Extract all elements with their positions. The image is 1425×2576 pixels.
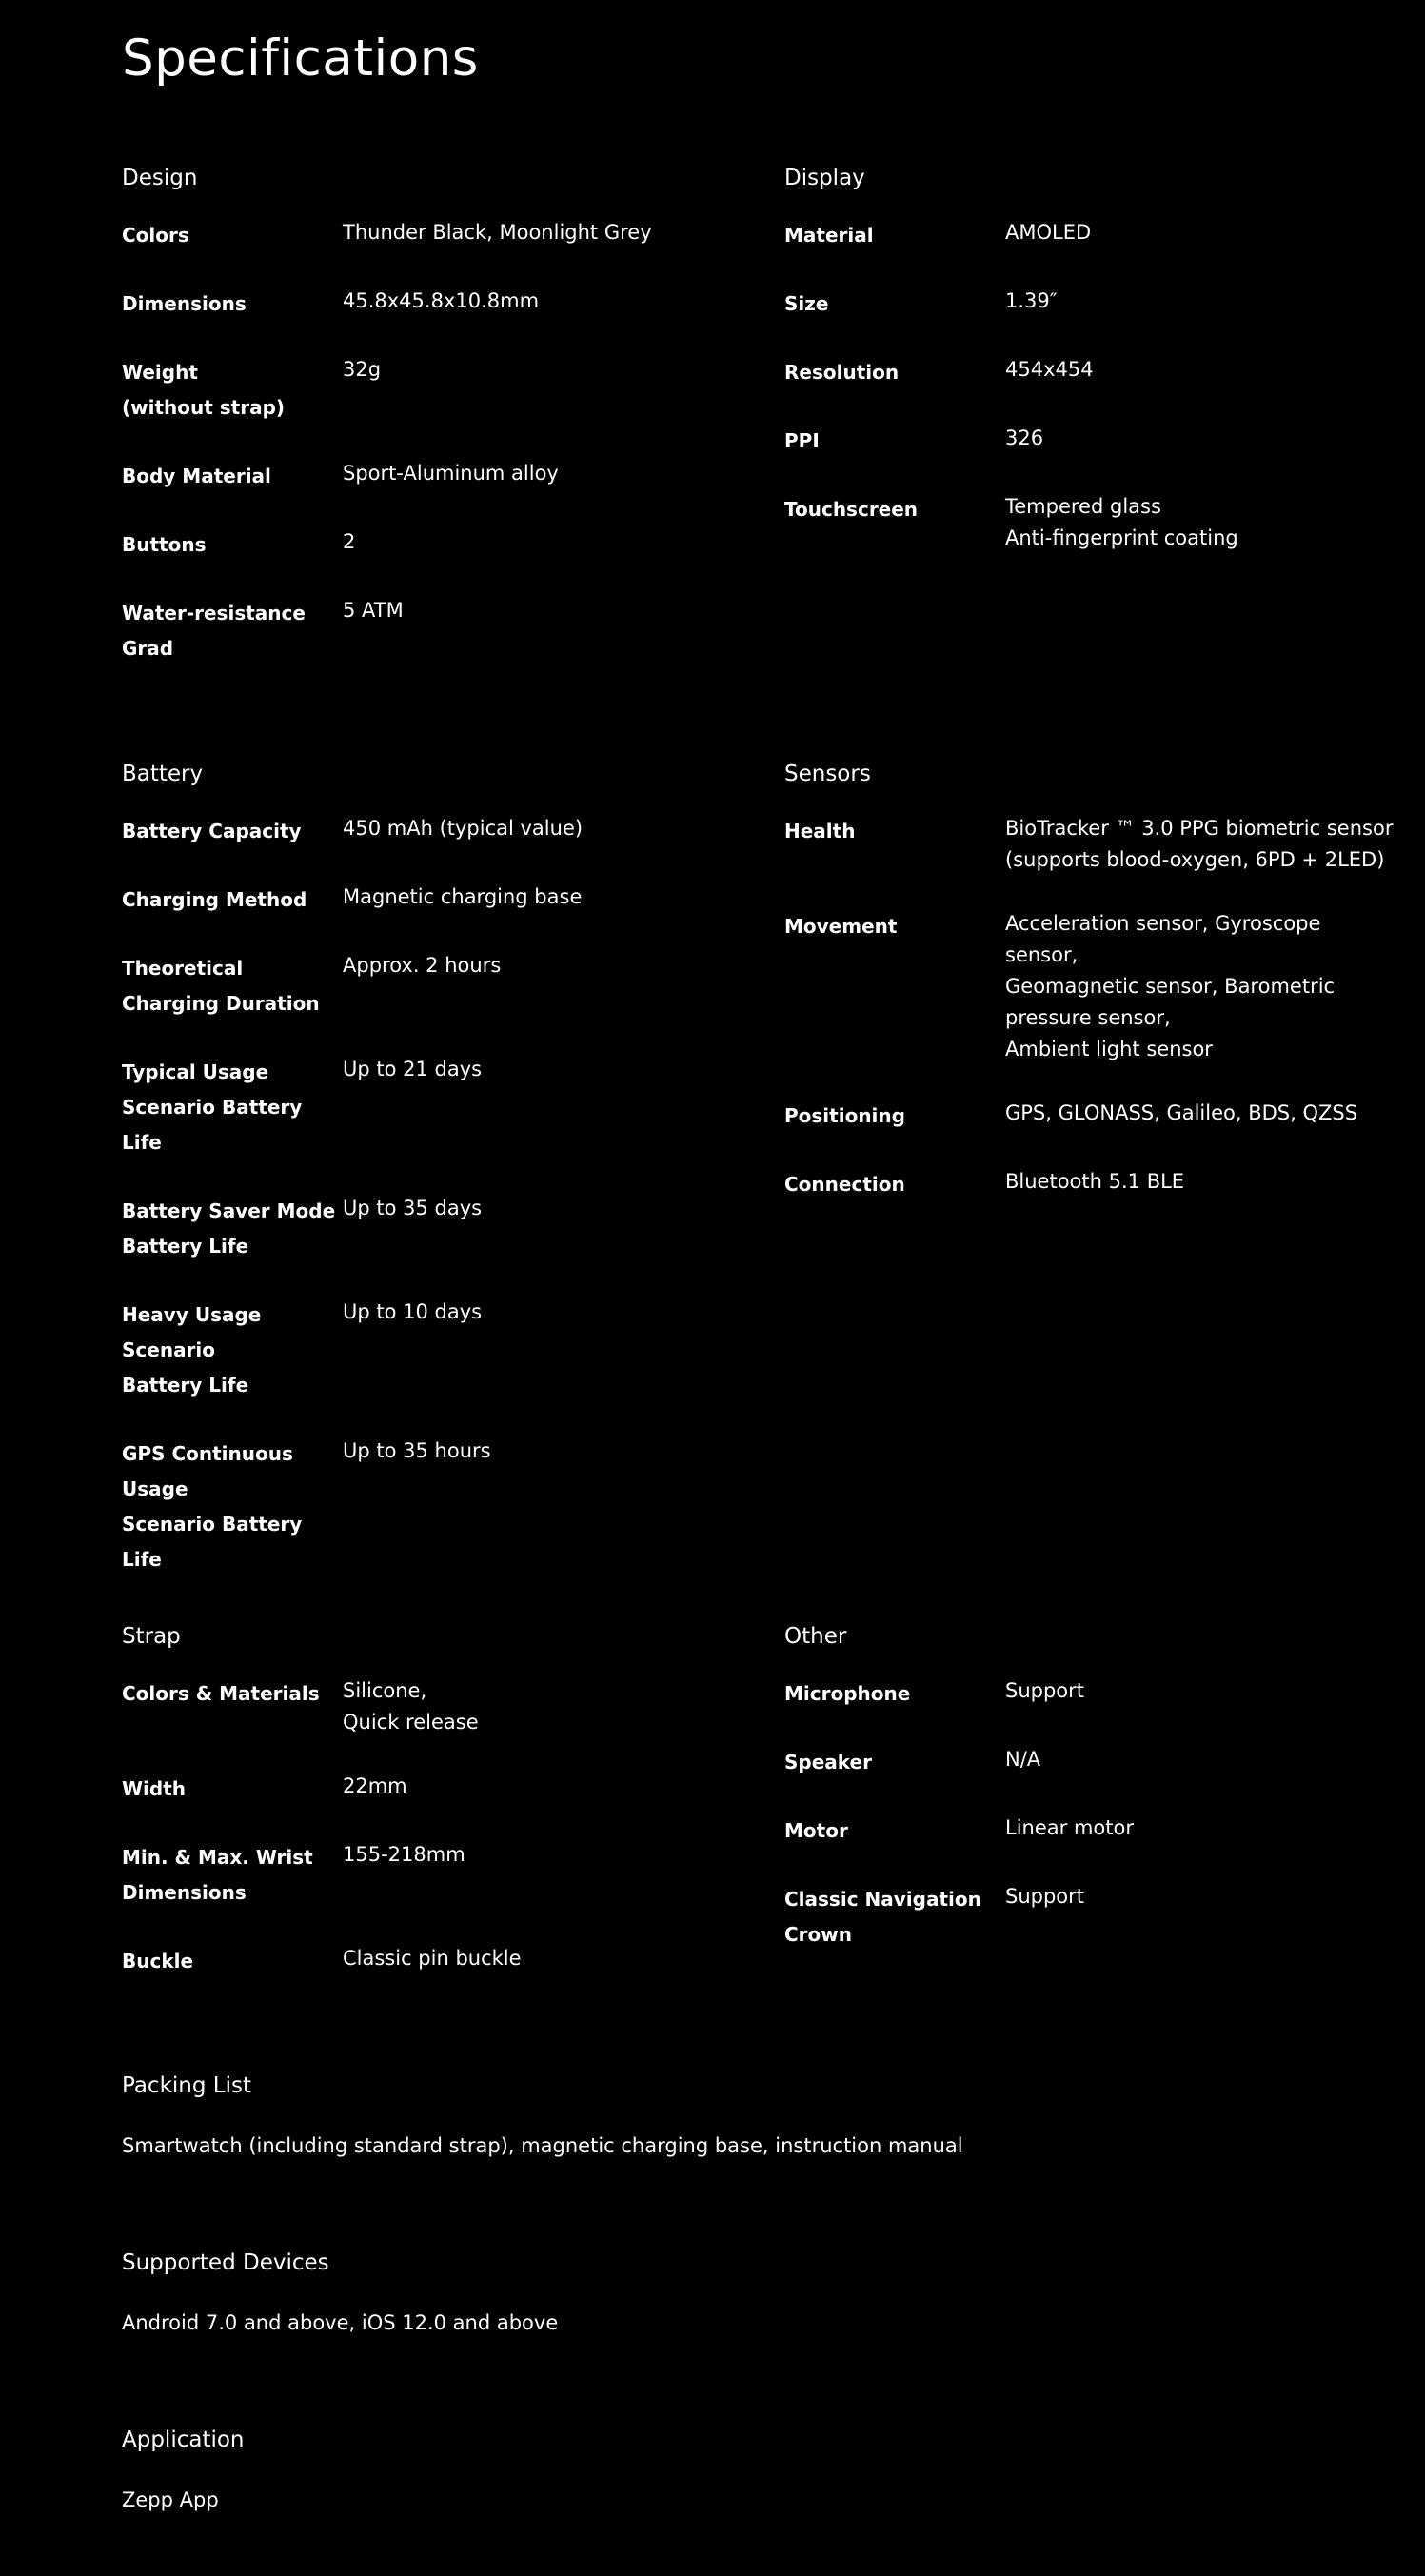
spec-label: Size: [784, 292, 829, 315]
spec-label: Charging Method: [122, 888, 307, 911]
spec-row: [784, 1098, 1394, 1134]
packing-list-section: [122, 2071, 1264, 2161]
section-title: Sensors: [784, 762, 871, 786]
spec-row: [122, 217, 731, 253]
spec-row: [122, 1297, 731, 1403]
spec-rows: [784, 813, 1394, 1202]
spec-value: Magnetic charging base: [343, 885, 583, 908]
spec-label: Microphone: [784, 1682, 911, 1705]
spec-row: [784, 423, 1394, 459]
spec-label: Speaker: [784, 1751, 872, 1773]
spec-row: [784, 354, 1394, 390]
spec-row: [784, 813, 1394, 876]
design-section: [122, 164, 731, 666]
spec-label: Colors & Materials: [122, 1682, 320, 1705]
section-title: Application: [122, 2427, 245, 2452]
spec-value: Support: [1005, 1885, 1085, 1908]
spec-rows: [122, 217, 731, 666]
spec-row: [784, 1813, 1394, 1849]
spec-row: [122, 354, 731, 426]
spec-value: Classic pin buckle: [343, 1947, 522, 1970]
spec-row: [122, 813, 731, 849]
section-title: Display: [784, 166, 865, 190]
spec-value: Tempered glass Anti-fingerprint coating: [1005, 495, 1238, 549]
spec-row: [122, 286, 731, 322]
spec-value: 1.39″: [1005, 289, 1058, 312]
spec-value: 45.8x45.8x10.8mm: [343, 289, 540, 312]
spec-value: Silicone, Quick release: [343, 1679, 479, 1734]
section-title: Design: [122, 166, 198, 190]
spec-label: Width: [122, 1777, 187, 1800]
section-title: Battery: [122, 762, 204, 786]
section-title: Supported Devices: [122, 2250, 329, 2275]
spec-row: [122, 1675, 731, 1738]
spec-label: PPI: [784, 429, 820, 452]
spec-row: [122, 526, 731, 563]
spec-label: Movement: [784, 915, 898, 938]
spec-label: Touchscreen: [784, 498, 919, 521]
spec-row: [784, 217, 1394, 253]
spec-row: [122, 1193, 731, 1264]
spec-value: Up to 35 days: [343, 1197, 483, 1219]
spec-row: [122, 1839, 731, 1911]
spec-value: Up to 35 hours: [343, 1439, 491, 1462]
spec-row: [122, 1436, 731, 1577]
spec-label: Material: [784, 224, 874, 247]
spec-value: Sport-Aluminum alloy: [343, 462, 559, 485]
spec-row: [122, 882, 731, 918]
sensors-section: [784, 760, 1394, 1202]
battery-section: [122, 760, 731, 1577]
display-section: [784, 164, 1394, 554]
spec-value: Up to 10 days: [343, 1300, 483, 1323]
spec-value: 454x454: [1005, 358, 1094, 381]
spec-row: [784, 286, 1394, 322]
spec-row: [122, 1054, 731, 1160]
spec-value: 2: [343, 530, 356, 553]
spec-row: [784, 491, 1394, 554]
section-title: Strap: [122, 1624, 181, 1649]
spec-value: Linear motor: [1005, 1816, 1134, 1839]
supported-devices-text: Android 7.0 and above, iOS 12.0 and above: [122, 2311, 559, 2334]
spec-value: Acceleration sensor, Gyroscope sensor, Geomagnetic sensor, Barometric pressure sensor, Ambient light sensor: [1005, 912, 1336, 1060]
spec-row: [784, 1744, 1394, 1780]
spec-label: GPS Continuous Usage Scenario Battery Life: [122, 1442, 303, 1571]
spec-row: [122, 458, 731, 494]
spec-value: BioTracker ™ 3.0 PPG biometric sensor (supports blood-oxygen, 6PD + 2LED): [1005, 817, 1394, 871]
application-text: Zepp App: [122, 2488, 219, 2511]
section-title: Packing List: [122, 2073, 251, 2098]
spec-value: Thunder Black, Moonlight Grey: [343, 221, 652, 244]
section-title: Other: [784, 1624, 847, 1649]
spec-rows: [784, 217, 1394, 554]
spec-row: [122, 595, 731, 666]
spec-value: Support: [1005, 1679, 1085, 1702]
spec-label: Weight (without strap): [122, 361, 286, 419]
other-section: [784, 1622, 1394, 1952]
spec-row: [122, 950, 731, 1021]
spec-value: 450 mAh (typical value): [343, 817, 584, 840]
spec-label: Colors: [122, 224, 189, 247]
spec-row: [784, 1881, 1394, 1952]
spec-label: Heavy Usage Scenario Battery Life: [122, 1303, 262, 1397]
spec-label: Body Material: [122, 465, 271, 487]
spec-row: [784, 1675, 1394, 1712]
spec-value: 155-218mm: [343, 1843, 465, 1866]
spec-label: Theoretical Charging Duration: [122, 957, 320, 1015]
spec-rows: [122, 1675, 731, 1979]
spec-label: Battery Capacity: [122, 820, 302, 842]
spec-label: Water-resistance Grad: [122, 602, 306, 660]
spec-rows: [784, 1675, 1394, 1952]
spec-value: Up to 21 days: [343, 1058, 483, 1080]
spec-label: Buckle: [122, 1950, 194, 1972]
spec-value: 22mm: [343, 1774, 407, 1797]
spec-label: Dimensions: [122, 292, 247, 315]
supported-devices-section: [122, 2249, 1264, 2338]
spec-value: GPS, GLONASS, Galileo, BDS, QZSS: [1005, 1101, 1358, 1124]
spec-row: [784, 908, 1394, 1065]
spec-label: Positioning: [784, 1104, 905, 1127]
spec-row: [784, 1166, 1394, 1202]
application-section: [122, 2426, 1264, 2515]
spec-label: Battery Saver Mode Battery Life: [122, 1199, 336, 1258]
strap-section: [122, 1622, 731, 1979]
spec-value: 326: [1005, 426, 1044, 449]
spec-value: Approx. 2 hours: [343, 954, 502, 977]
spec-label: Motor: [784, 1819, 848, 1842]
spec-label: Resolution: [784, 361, 900, 384]
spec-value: 32g: [343, 358, 382, 381]
spec-label: Buttons: [122, 533, 207, 556]
spec-label: Connection: [784, 1173, 905, 1196]
spec-label: Health: [784, 820, 856, 842]
spec-row: [122, 1771, 731, 1807]
spec-label: Min. & Max. Wrist Dimensions: [122, 1846, 313, 1904]
spec-label: Classic Navigation Crown: [784, 1888, 981, 1946]
spec-value: Bluetooth 5.1 BLE: [1005, 1170, 1185, 1193]
spec-value: AMOLED: [1005, 221, 1092, 244]
spec-row: [122, 1943, 731, 1979]
packing-list-text: Smartwatch (including standard strap), magnetic charging base, instruction manual: [122, 2134, 963, 2157]
spec-value: N/A: [1005, 1748, 1041, 1771]
spec-value: 5 ATM: [343, 599, 404, 622]
spec-label: Typical Usage Scenario Battery Life: [122, 1060, 303, 1154]
spec-rows: [122, 813, 731, 1577]
page-title: Specifications: [122, 30, 479, 88]
